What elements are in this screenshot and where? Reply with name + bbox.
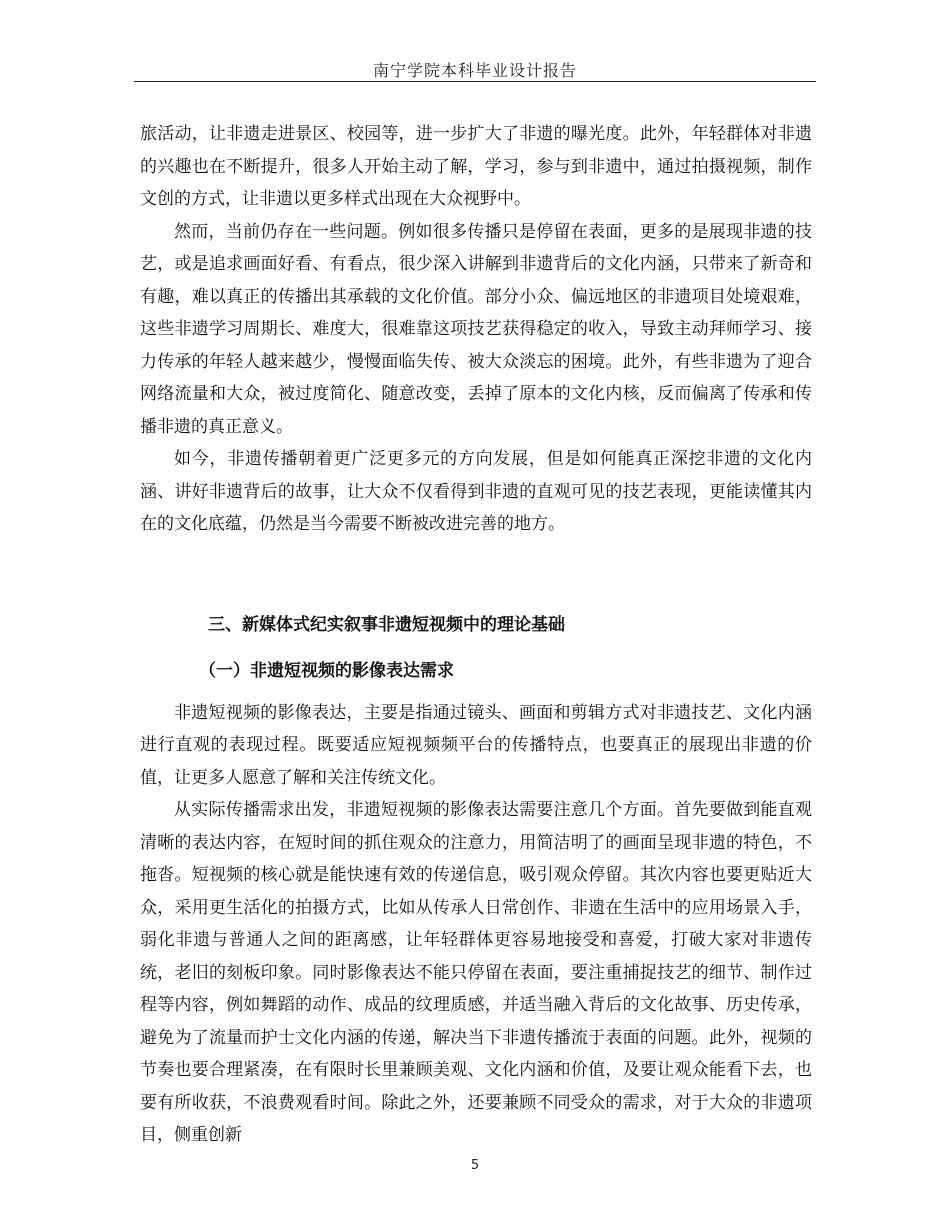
page-header: 南宁学院本科毕业设计报告 <box>372 61 577 80</box>
document-body <box>140 118 812 1152</box>
page-number: 5 <box>470 1158 480 1173</box>
paragraph-5: 从实际传播需求出发，非遗短视频的影像表达需要注意几个方面。首先要做到能直观清晰的表达内容，在短时间的抓住观众的注意力，用简洁明了的画面呈现非遗的特色，不拖沓。短视频的核心就是能快速有效的传递信息，吸引观众停留。其次内容也要更贴近大众，采用更生活化的拍摄方式，比如从传承人日常创作、非遗在生活中的应用场景入手，弱化非遗与普通人之间的距离感，让年轻群体更容易地接受和喜爱，打破大家对非遗传统，老旧的刻板印象。同时影像表达不能只停留在表面，要注重捕捉技艺的细节、制作过程等内容，例如舞蹈的动作、成品的纹理质感，并适当融入背后的文化故事、历史传承，避免为了流量而护士文化内涵的传递，解决当下非遗传播流于表面的问题。此外，视频的节奏也要合理紧凑，在有限时长里兼顾美观、文化内涵和价值，及要让观众能看下去，也要有所收获，不浪费观看时间。除此之外，还要兼顾不同受众的需求，对于大众的非遗项目，侧重创新 <box>140 800 812 1145</box>
paragraph-1: 旅活动，让非遗走进景区、校园等，进一步扩大了非遗的曝光度。此外，年轻群体对非遗的兴趣也在不断提升，很多人开始主动了解，学习，参与到非遗中，通过拍摄视频，制作文创的方式，让非遗以更多样式出现在大众视野中。 <box>140 124 812 209</box>
header-divider <box>134 81 816 82</box>
section-title: 三、新媒体式纪实叙事非遗短视频中的理论基础 <box>208 614 565 635</box>
paragraph-3: 如今，非遗传播朝着更广泛更多元的方向发展，但是如何能真正深挖非遗的文化内涵、讲好非遗背后的故事，让大众不仅看得到非遗的直观可见的技艺表现，更能读懂其内在的文化底蕴，仍然是当今需要不断被改进完善的地方。 <box>140 449 812 534</box>
subsection-title: （一）非遗短视频的影像表达需求 <box>199 660 454 681</box>
section-gap <box>140 541 812 609</box>
paragraph-4: 非遗短视频的影像表达，主要是指通过镜头、画面和剪辑方式对非遗技艺、文化内涵进行直观的表现过程。既要适应短视频频平台的传播特点，也要真正的展现出非遗的价值，让更多人愿意了解和关注传统文化。 <box>140 702 812 788</box>
paragraph-2: 然而，当前仍存在一些问题。例如很多传播只是停留在表面，更多的是展现非遗的技艺，或是追求画面好看、有看点，很少深入讲解到非遗背后的文化内涵，只带来了新奇和有趣，难以真正的传播出其承载的文化价值。部分小众、偏远地区的非遗项目处境艰难，这些非遗学习周期长、难度大，很难靠这项技艺获得稳定的收入，导致主动拜师学习、接力传承的年轻人越来越少，慢慢面临失传、被大众淡忘的困境。此外，有些非遗为了迎合网络流量和大众，被过度简化、随意改变，丢掉了原本的文化内核，反而偏离了传承和传播非遗的真正意义。 <box>140 221 812 437</box>
